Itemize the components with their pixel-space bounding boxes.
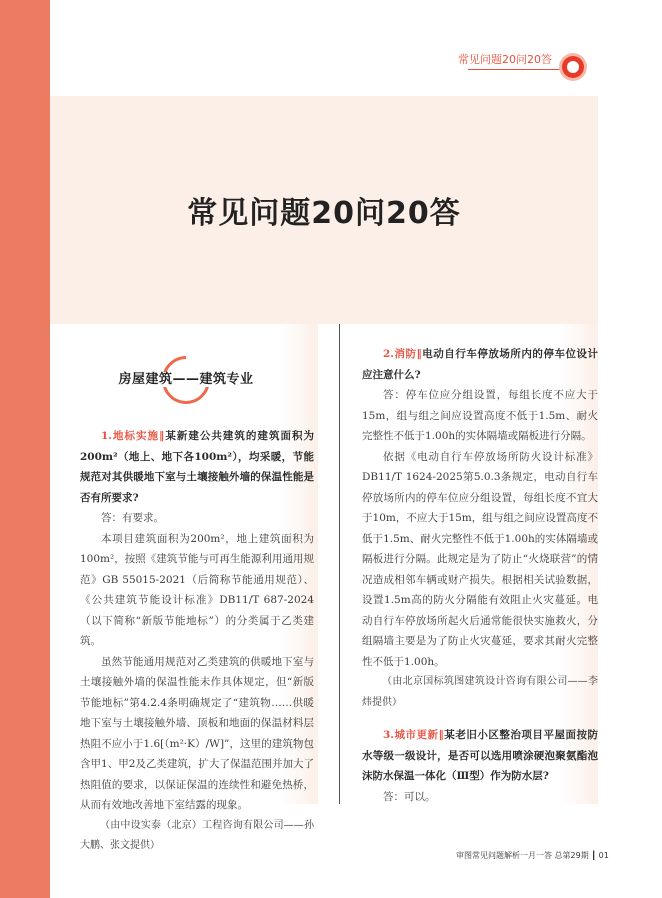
side-color-band <box>0 0 50 898</box>
left-column-text <box>80 426 314 857</box>
paragraph-2: 虽然节能通用规范对乙类建筑的供暖地下室与土壤接触外墙的保温性能未作具体规定，但“新版节能地标”第4.2.4条明确规定了“建筑物……供暖地下室与土壤接触外墙、顶板和地面的保温材料层热阻不应小于1.6[（m²·K）/W]”，这里的建筑物包含甲1、甲2及乙类建筑，扩大了保温范围并加大了热阻值的要求，以保证保温的连续性和避免热桥，从而有效地改善地下室结露的现象。 <box>80 655 314 811</box>
paragraph-1: 本项目建筑面积为200m²，地上建筑面积为100m²，按照《建筑节能与可再生能源利用通用规范》GB 55015-2021（后简称节能通用规范）、《公共建筑节能设计标准》DB11/T 687-2024（以下简称“新版节能地标”）的分类属于乙类建筑。 <box>80 532 314 647</box>
credit-2: （由北京国标筑图建筑设计咨询有限公司——李炜提供） <box>362 676 598 708</box>
question-1-separator: ‖ <box>159 430 165 442</box>
answer-2: 答：停车位应分组设置，每组长度不应大于15m，组与组之间应设置高度不低于1.5m、耐火完整性不低于1.00h的实体隔墙或隔板进行分隔。 <box>362 389 598 442</box>
header-tag-text: 常见问题20问20答 <box>458 53 552 66</box>
paragraph-3: 依据《电动自行车停放场所防火设计标准》DB11/T 1624-2025第5.0.3条规定，电动自行车停放场所内的停车位应分组设置，每组长度不宜大于10m，不应大于15m，组与组之间应设置高度不低于1.5m、耐火完整性不低于1.00h的实体隔墙或隔板进行分隔。此规定是为了防止“火烧联营”的情况造成相邻车辆或财产损失。根据相关试验数据，设置1.5m高的防火分隔能有效阻止火灾蔓延。电动自行车停放场所起火后通常能很快实施救火，分组隔墙主要是为了防止火灾蔓延，要求其耐火完整性不低于1.00h。 <box>362 450 598 668</box>
spacer <box>362 713 598 725</box>
answer-3: 答：可以。 <box>383 790 436 803</box>
question-3-text: 某老旧小区整治项目平屋面按防水等级一级设计，是否可以选用喷涂硬泡聚氨酯泡沫防水保温一体化（Ⅲ型）作为防水层? <box>362 729 599 782</box>
section-heading <box>86 354 286 404</box>
header-tag <box>458 48 588 68</box>
circle-dot-icon <box>562 56 584 78</box>
question-2-separator: ‖ <box>416 348 422 360</box>
answer-1: 答：有要求。 <box>101 512 164 524</box>
page-title: 常见问题20问20答 <box>187 196 461 231</box>
question-1-tag: 1.地标实施 <box>101 430 160 442</box>
page-footer: 审图常见问题解析一月一答 总第29期 ┃ 01 <box>456 851 609 860</box>
header-tag-underline <box>468 69 564 70</box>
question-1 <box>80 426 314 508</box>
question-2-text: 电动自行车停放场所内的停车位设计应注意什么? <box>362 348 599 381</box>
right-column-text <box>362 344 598 807</box>
section-title: 房屋建筑——建筑专业 <box>114 372 257 387</box>
title-panel <box>50 96 598 324</box>
question-2 <box>362 344 598 385</box>
question-1-text: 某新建公共建筑的建筑面积为200m²（地上、地下各100m²），均采暖，节能规范对其供暖地下室与土壤接触外墙的保温性能是否有所要求? <box>80 430 314 504</box>
question-2-tag: 2.消防 <box>383 348 417 360</box>
question-3-separator: ‖ <box>438 729 444 741</box>
column-divider <box>339 324 340 804</box>
credit-1: （由中设实泰（北京）工程咨询有限公司——孙大鹏、张文提供） <box>80 819 314 851</box>
question-3 <box>362 725 598 787</box>
question-3-tag: 3.城市更新 <box>383 729 439 741</box>
